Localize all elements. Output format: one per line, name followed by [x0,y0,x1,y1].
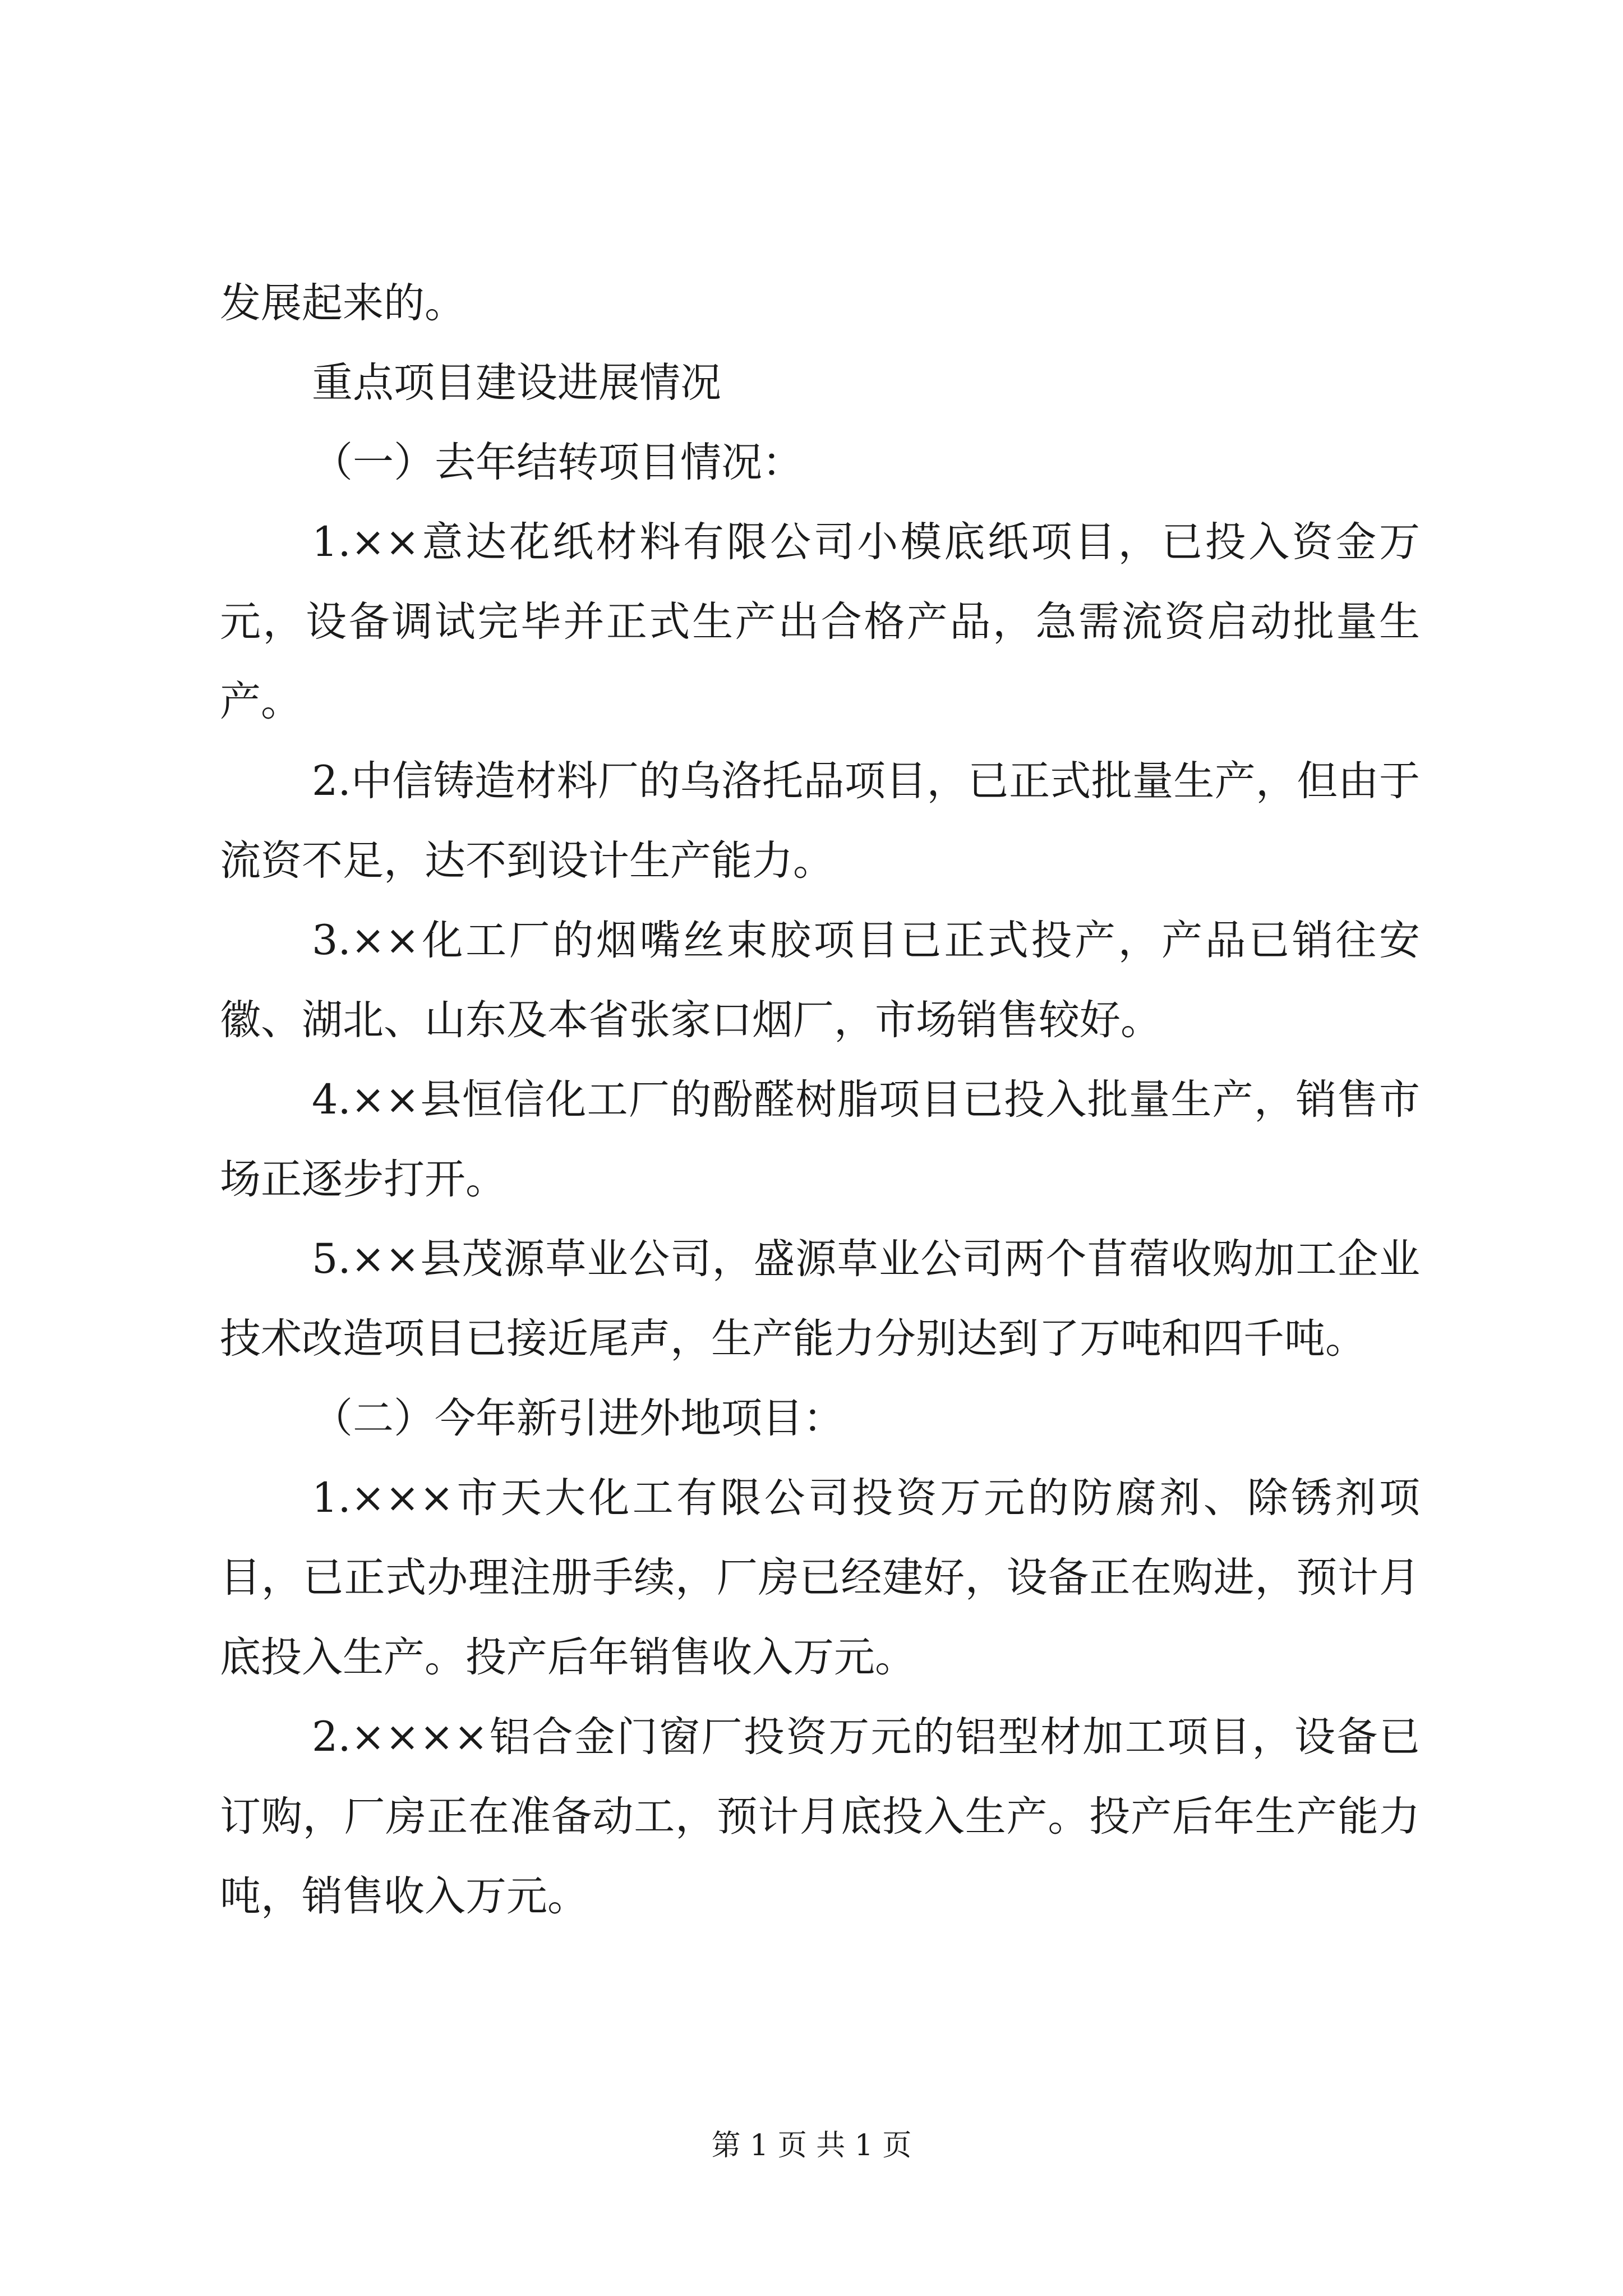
section-heading: 重点项目建设进展情况 [312,359,721,407]
list-item: 1.××意达花纸材料有限公司小模底纸项目，已投入资金万元，设备调试完毕并正式生产出合格产品，急需流资启动批量生产。 [220,518,1420,725]
list-item: 2.中信铸造材料厂的乌洛托品项目，已正式批量生产，但由于流资不足，达不到设计生产能力。 [220,757,1420,885]
list-item: 2.××××铝合金门窗厂投资万元的铝型材加工项目，设备已订购，厂房正在准备动工，预计月底投入生产。投产后年生产能力吨，销售收入万元。 [220,1713,1420,1920]
document-body [220,264,1420,1936]
paragraph-1: 发展起来的。 [220,279,465,327]
page-footer: 第 1 页 共 1 页 [711,2129,912,2162]
list-item: 1.×××市天大化工有限公司投资万元的防腐剂、除锈剂项目，已正式办理注册手续，厂房已经建好，设备正在购进，预计月底投入生产。投产后年销售收入万元。 [220,1474,1420,1681]
list-item: 3.××化工厂的烟嘴丝束胶项目已正式投产，产品已销往安徽、湖北、山东及本省张家口烟厂，市场销售较好。 [220,917,1420,1044]
subsection-heading-1: （一）去年结转项目情况： [312,439,803,486]
subsection-heading-2: （二）今年新引进外地项目： [312,1395,844,1442]
list-item: 5.××县茂源草业公司，盛源草业公司两个苜蓿收购加工企业技术改造项目已接近尾声，生产能力分别达到了万吨和四千吨。 [220,1235,1420,1363]
list-item: 4.××县恒信化工厂的酚醛树脂项目已投入批量生产，销售市场正逐步打开。 [220,1076,1420,1203]
